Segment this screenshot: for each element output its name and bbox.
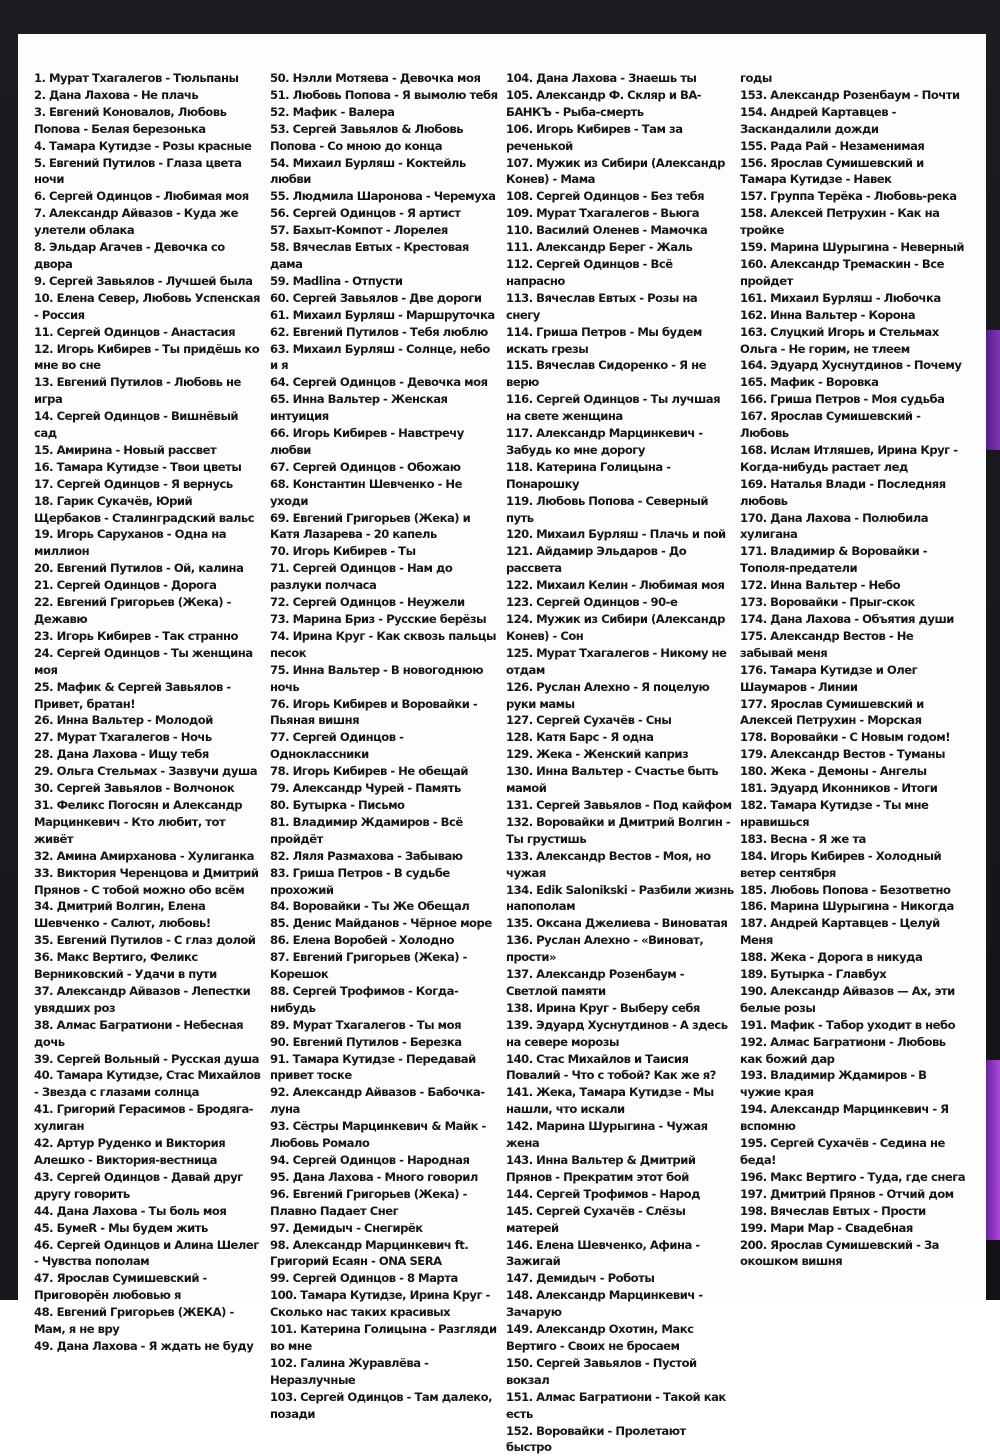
track-item: 22. Евгений Григорьев (Жека) - Дежавю (34, 594, 262, 628)
track-item: 57. Бахыт-Компот - Лорелея (270, 222, 498, 239)
track-item: 147. Демидыч - Роботы (506, 1270, 734, 1287)
track-item: 105. Александр Ф. Скляр и ВА-БАНКЪ - Рыба-смерть (506, 87, 734, 121)
track-item: 91. Тамара Кутидзе - Передавай привет тоске (270, 1051, 498, 1085)
track-item: 113. Вячеслав Евтых - Розы на снегу (506, 290, 734, 324)
track-item: 146. Елена Шевченко, Афина - Зажигай (506, 1237, 734, 1271)
track-item: 157. Группа Терёка - Любовь-река (740, 188, 968, 205)
track-item: 153. Александр Розенбаум - Почти (740, 87, 968, 104)
track-item: 200. Ярослав Сумишевский - За окошком вишня (740, 1237, 968, 1271)
track-item: 71. Сергей Одинцов - Нам до разлуки полчаса (270, 560, 498, 594)
track-item: 7. Александр Айвазов - Куда же улетели облака (34, 205, 262, 239)
track-item: 28. Дана Лахова - Ищу тебя (34, 746, 262, 763)
track-item: 49. Дана Лахова - Я ждать не буду (34, 1338, 262, 1355)
track-item: 76. Игорь Кибирев и Воровайки - Пьяная вишня (270, 696, 498, 730)
track-item: 186. Марина Шурыгина - Никогда (740, 898, 968, 915)
track-item: 150. Сергей Завьялов - Пустой вокзал (506, 1355, 734, 1389)
track-item: 24. Сергей Одинцов - Ты женщина моя (34, 645, 262, 679)
track-item: 42. Артур Руденко и Виктория Алешко - Виктория-вестница (34, 1135, 262, 1169)
track-item: 111. Александр Берег - Жаль (506, 239, 734, 256)
track-item: 43. Сергей Одинцов - Давай друг другу говорить (34, 1169, 262, 1203)
track-item: 4. Тамара Кутидзе - Розы красные (34, 138, 262, 155)
track-item: 52. Мафик - Валера (270, 104, 498, 121)
track-item: 78. Игорь Кибирев - Не обещай (270, 763, 498, 780)
track-item: 16. Тамара Кутидзе - Твои цветы (34, 459, 262, 476)
track-item: 68. Константин Шевченко - Не уходи (270, 476, 498, 510)
track-item: 87. Евгений Григорьев (Жека) - Корешок (270, 949, 498, 983)
track-item: 133. Александр Вестов - Моя, но чужая (506, 848, 734, 882)
track-item: 54. Михаил Бурляш - Коктейль любви (270, 155, 498, 189)
track-item: 92. Александр Айвазов - Бабочка-луна (270, 1084, 498, 1118)
track-item: 66. Игорь Кибирев - Навстречу любви (270, 425, 498, 459)
track-item: 139. Эдуард Хуснутдинов - А здесь на севере морозы (506, 1017, 734, 1051)
track-item: 156. Ярослав Сумишевский и Тамара Кутидзе - Навек (740, 155, 968, 189)
track-item: 184. Игорь Кибирев - Холодный ветер сентября (740, 848, 968, 882)
track-item: 98. Александр Марцинкевич ft. Григорий Есаян - ONA SERA (270, 1237, 498, 1271)
track-item: 38. Алмас Багратиони - Небесная дочь (34, 1017, 262, 1051)
track-item: 167. Ярослав Сумишевский - Любовь (740, 408, 968, 442)
track-item: 181. Эдуард Иконников - Итоги (740, 780, 968, 797)
track-item: 19. Игорь Саруханов - Одна на миллион (34, 526, 262, 560)
track-item: 82. Ляля Размахова - Забываю (270, 848, 498, 865)
track-item: 117. Александр Марцинкевич - Забудь ко мне дорогу (506, 425, 734, 459)
track-item: 27. Мурат Тхагалегов - Ночь (34, 729, 262, 746)
track-item: 152. Воровайки - Пролетают быстро (506, 1423, 734, 1456)
track-item: 182. Тамара Кутидзе - Ты мне нравишься (740, 797, 968, 831)
track-item: 84. Воровайки - Ты Же Обещал (270, 898, 498, 915)
track-item: 33. Виктория Черенцова и Дмитрий Прянов - С тобой можно обо всём (34, 865, 262, 899)
track-item: 115. Вячеслав Сидоренко - Я не верю (506, 357, 734, 391)
track-item: 79. Александр Чурей - Память (270, 780, 498, 797)
dark-top-border (0, 0, 1000, 34)
track-item: 34. Дмитрий Волгин, Елена Шевченко - Салют, любовь! (34, 898, 262, 932)
track-item: 95. Дана Лахова - Много говорил (270, 1169, 498, 1186)
track-item: 10. Елена Север, Любовь Успенская - Россия (34, 290, 262, 324)
track-item: 41. Григорий Герасимов - Бродяга-хулиган (34, 1101, 262, 1135)
track-item: 191. Мафик - Табор уходит в небо (740, 1017, 968, 1034)
track-item: 29. Ольга Стельмах - Зазвучи душа (34, 763, 262, 780)
track-item: 39. Сергей Вольный - Русская душа (34, 1051, 262, 1068)
track-item: 140. Стас Михайлов и Таисия Повалий - Что с тобой? Как же я? (506, 1051, 734, 1085)
track-item: 51. Любовь Попова - Я вымолю тебя (270, 87, 498, 104)
track-item: 65. Инна Вальтер - Женская интуиция (270, 391, 498, 425)
track-item: 169. Наталья Влади - Последняя любовь (740, 476, 968, 510)
track-item: 154. Андрей Картавцев - Заскандалили дожди (740, 104, 968, 138)
track-item: 165. Мафик - Воровка (740, 374, 968, 391)
track-item: 63. Михаил Бурляш - Солнце, небо и я (270, 341, 498, 375)
track-item: 90. Евгений Путилов - Березка (270, 1034, 498, 1051)
track-item: 163. Слуцкий Игорь и Стельмах Ольга - Не горим, не тлеем (740, 324, 968, 358)
track-item: 60. Сергей Завьялов - Две дороги (270, 290, 498, 307)
track-item: 162. Инна Вальтер - Корона (740, 307, 968, 324)
track-item: 70. Игорь Кибирев - Ты (270, 543, 498, 560)
track-item: 101. Катерина Голицына - Разгляди во мне (270, 1321, 498, 1355)
track-item: 155. Рада Рай - Незаменимая (740, 138, 968, 155)
track-item: 88. Сергей Трофимов - Когда-нибудь (270, 983, 498, 1017)
track-item: 74. Ирина Круг - Как сквозь пальцы песок (270, 628, 498, 662)
track-item: 37. Александр Айвазов - Лепестки увядших роз (34, 983, 262, 1017)
track-item: 67. Сергей Одинцов - Обожаю (270, 459, 498, 476)
track-item: 72. Сергей Одинцов - Неужели (270, 594, 498, 611)
track-item: 83. Гриша Петров - В судьбе прохожий (270, 865, 498, 899)
tracklist-column-3 (506, 70, 734, 1456)
track-item: 119. Любовь Попова - Северный путь (506, 493, 734, 527)
tracklist-column-2 (270, 70, 498, 1423)
track-item: 164. Эдуард Хуснутдинов - Почему (740, 357, 968, 374)
track-item: 149. Александр Охотин, Макс Вертиго - Своих не бросаем (506, 1321, 734, 1355)
track-item: 195. Сергей Сухачёв - Седина не беда! (740, 1135, 968, 1169)
track-item: 36. Макс Вертиго, Феликс Верниковский - Удачи в пути (34, 949, 262, 983)
track-item: 103. Сергей Одинцов - Там далеко, позади (270, 1389, 498, 1423)
track-item: 136. Руслан Алехно - «Виноват, прости» (506, 932, 734, 966)
track-item: 197. Дмитрий Прянов - Отчий дом (740, 1186, 968, 1203)
track-item: 48. Евгений Григорьев (ЖЕКА) - Мам, я не вру (34, 1304, 262, 1338)
track-item: 151. Алмас Багратиони - Такой как есть (506, 1389, 734, 1423)
track-item: 77. Сергей Одинцов - Одноклассники (270, 729, 498, 763)
track-item: 15. Амирина - Новый рассвет (34, 442, 262, 459)
track-item: 142. Марина Шурыгина - Чужая жена (506, 1118, 734, 1152)
track-item: 174. Дана Лахова - Объятия души (740, 611, 968, 628)
dark-left-border (0, 0, 18, 1300)
track-item: 122. Михаил Келин - Любимая моя (506, 577, 734, 594)
track-item: 23. Игорь Кибирев - Так странно (34, 628, 262, 645)
track-item: 130. Инна Вальтер - Счастье быть мамой (506, 763, 734, 797)
track-item: 1. Мурат Тхагалегов - Тюльпаны (34, 70, 262, 87)
track-item: 73. Марина Бриз - Русские берёзы (270, 611, 498, 628)
track-item: 100. Тамара Кутидзе, Ирина Круг - Сколько нас таких красивых (270, 1287, 498, 1321)
track-item: 55. Людмила Шаронова - Черемуха (270, 188, 498, 205)
track-item: 97. Демидыч - Снегирёк (270, 1220, 498, 1237)
track-item: 94. Сергей Одинцов - Народная (270, 1152, 498, 1169)
track-item: 20. Евгений Путилов - Ой, калина (34, 560, 262, 577)
track-item: 112. Сергей Одинцов - Всё напрасно (506, 256, 734, 290)
track-item: 64. Сергей Одинцов - Девочка моя (270, 374, 498, 391)
track-item: 127. Сергей Сухачёв - Сны (506, 712, 734, 729)
track-item: 171. Владимир & Воровайки - Тополя-предатели (740, 543, 968, 577)
track-item: 40. Тамара Кутидзе, Стас Михайлов - Звезда с глазами солнца (34, 1067, 262, 1101)
track-item: 81. Владимир Ждамиров - Всё пройдёт (270, 814, 498, 848)
track-item: 196. Макс Вертиго - Туда, где снега (740, 1169, 968, 1186)
track-item: 53. Сергей Завьялов & Любовь Попова - Со мною до конца (270, 121, 498, 155)
track-item: 85. Денис Майданов - Чёрное море (270, 915, 498, 932)
track-item: 61. Михаил Бурляш - Маршруточка (270, 307, 498, 324)
track-item: 108. Сергей Одинцов - Без тебя (506, 188, 734, 205)
track-item: 102. Галина Журавлёва - Неразлучные (270, 1355, 498, 1389)
track-item: 125. Мурат Тхагалегов - Никому не отдам (506, 645, 734, 679)
track-item: 187. Андрей Картавцев - Целуй Меня (740, 915, 968, 949)
track-item: 179. Александр Вестов - Туманы (740, 746, 968, 763)
track-item: 138. Ирина Круг - Выберу себя (506, 1000, 734, 1017)
track-item: 109. Мурат Тхагалегов - Вьюга (506, 205, 734, 222)
track-item: 193. Владимир Ждамиров - В чужие края (740, 1067, 968, 1101)
track-item: 126. Руслан Алехно - Я поцелую руки мамы (506, 679, 734, 713)
track-item: 161. Михаил Бурляш - Любочка (740, 290, 968, 307)
track-item: 180. Жека - Демоны - Ангелы (740, 763, 968, 780)
track-item: 21. Сергей Одинцов - Дорога (34, 577, 262, 594)
track-item: 123. Сергей Одинцов - 90-е (506, 594, 734, 611)
track-item: 189. Бутырка - Главбух (740, 966, 968, 983)
track-item: 47. Ярослав Сумишевский - Приговорён любовью я (34, 1270, 262, 1304)
track-item: 141. Жека, Тамара Кутидзе - Мы нашли, что искали (506, 1084, 734, 1118)
track-item: 56. Сергей Одинцов - Я артист (270, 205, 498, 222)
track-item: 26. Инна Вальтер - Молодой (34, 712, 262, 729)
track-item: 45. БумеR - Мы будем жить (34, 1220, 262, 1237)
track-item: 106. Игорь Кибирев - Там за реченькой (506, 121, 734, 155)
track-item: 188. Жека - Дорога в никуда (740, 949, 968, 966)
track-item: 183. Весна - Я же та (740, 831, 968, 848)
track-item: 6. Сергей Одинцов - Любимая моя (34, 188, 262, 205)
track-item: 199. Мари Мар - Свадебная (740, 1220, 968, 1237)
track-item: 129. Жека - Женский каприз (506, 746, 734, 763)
track-item: 145. Сергей Сухачёв - Слёзы матерей (506, 1203, 734, 1237)
track-item: 8. Эльдар Агачев - Девочка со двора (34, 239, 262, 273)
track-item: 172. Инна Вальтер - Небо (740, 577, 968, 594)
track-item: 170. Дана Лахова - Полюбила хулигана (740, 510, 968, 544)
track-item: 104. Дана Лахова - Знаешь ты (506, 70, 734, 87)
track-item: 177. Ярослав Сумишевский и Алексей Петрухин - Морская (740, 696, 968, 730)
dark-right-border (986, 0, 1000, 1300)
track-item: 17. Сергей Одинцов - Я вернусь (34, 476, 262, 493)
track-item: 194. Александр Марцинкевич - Я вспомню (740, 1101, 968, 1135)
track-item: 118. Катерина Голицына - Понарошку (506, 459, 734, 493)
track-item: 192. Алмас Багратиони - Любовь как божий дар (740, 1034, 968, 1068)
track-item: 198. Вячеслав Евтых - Прости (740, 1203, 968, 1220)
track-item: 128. Катя Барс - Я одна (506, 729, 734, 746)
track-item: 30. Сергей Завьялов - Волчонок (34, 780, 262, 797)
track-item: 124. Мужик из Сибири (Александр Конев) - Сон (506, 611, 734, 645)
track-item: 2. Дана Лахова - Не плачь (34, 87, 262, 104)
track-item: 137. Александр Розенбаум - Светлой памяти (506, 966, 734, 1000)
track-item: 176. Тамара Кутидзе и Олег Шаумаров - Линии (740, 662, 968, 696)
track-item: 46. Сергей Одинцов и Алина Шелег - Чувства пополам (34, 1237, 262, 1271)
track-item: 114. Гриша Петров - Мы будем искать грезы (506, 324, 734, 358)
track-item: 99. Сергей Одинцов - 8 Марта (270, 1270, 498, 1287)
track-item: 107. Мужик из Сибири (Александр Конев) - Мама (506, 155, 734, 189)
track-item: 50. Нэлли Мотяева - Девочка моя (270, 70, 498, 87)
track-item: 25. Мафик & Сергей Завьялов - Привет, братан! (34, 679, 262, 713)
track-item: 18. Гарик Сукачёв, Юрий Щербаков - Сталинградский вальс (34, 493, 262, 527)
track-item: 69. Евгений Григорьев (Жека) и Катя Лазарева - 20 капель (270, 510, 498, 544)
track-item: 32. Амина Амирханова - Хулиганка (34, 848, 262, 865)
track-item: 131. Сергей Завьялов - Под кайфом (506, 797, 734, 814)
track-item: 75. Инна Вальтер - В новогоднюю ночь (270, 662, 498, 696)
track-item: 159. Марина Шурыгина - Неверный (740, 239, 968, 256)
track-item: 13. Евгений Путилов - Любовь не игра (34, 374, 262, 408)
track-item: 158. Алексей Петрухин - Как на тройке (740, 205, 968, 239)
track-item: 120. Михаил Бурляш - Плачь и пой (506, 526, 734, 543)
track-item: 14. Сергей Одинцов - Вишнёвый сад (34, 408, 262, 442)
track-item: 3. Евгений Коновалов, Любовь Попова - Белая березонька (34, 104, 262, 138)
track-item: 5. Евгений Путилов - Глаза цвета ночи (34, 155, 262, 189)
track-item: 35. Евгений Путилов - С глаз долой (34, 932, 262, 949)
track-item: 58. Вячеслав Евтых - Крестовая дама (270, 239, 498, 273)
track-item: 44. Дана Лахова - Ты боль моя (34, 1203, 262, 1220)
track-item: 178. Воровайки - С Новым годом! (740, 729, 968, 746)
track-item: 59. Madlina - Отпусти (270, 273, 498, 290)
track-item: 9. Сергей Завьялов - Лучшей была (34, 273, 262, 290)
track-item: 96. Евгений Григорьев (Жека) - Плавно Падает Снег (270, 1186, 498, 1220)
track-item: 31. Феликс Погосян и Александр Марцинкевич - Кто любит, тот живёт (34, 797, 262, 848)
track-item: 12. Игорь Кибирев - Ты придёшь ко мне во сне (34, 341, 262, 375)
track-item: 173. Воровайки - Прыг-скок (740, 594, 968, 611)
track-item: 132. Воровайки и Дмитрий Волгин - Ты грустишь (506, 814, 734, 848)
track-item: 144. Сергей Трофимов - Народ (506, 1186, 734, 1203)
track-item: 110. Василий Оленев - Мамочка (506, 222, 734, 239)
track-item: 168. Ислам Итляшев, Ирина Круг - Когда-нибудь растает лед (740, 442, 968, 476)
track-item: 175. Александр Вестов - Не забывай меня (740, 628, 968, 662)
track-item: 185. Любовь Попова - Безответно (740, 882, 968, 899)
tracklist-column-1 (34, 70, 262, 1355)
track-item: 86. Елена Воробей - Холодно (270, 932, 498, 949)
track-item: 11. Сергей Одинцов - Анастасия (34, 324, 262, 341)
tracklist-column-4 (740, 70, 968, 1270)
track-item: 135. Оксана Джелиева - Виноватая (506, 915, 734, 932)
purple-glow-decoration (986, 330, 1000, 450)
track-item: годы (740, 70, 968, 87)
tracklist-sheet (18, 34, 986, 1300)
track-item: 190. Александр Айвазов — Ах, эти белые розы (740, 983, 968, 1017)
track-item: 134. Edik Salonikski - Разбили жизнь напополам (506, 882, 734, 916)
track-item: 160. Александр Тремаскин - Все пройдет (740, 256, 968, 290)
track-item: 166. Гриша Петров - Моя судьба (740, 391, 968, 408)
track-item: 143. Инна Вальтер & Дмитрий Прянов - Прекратим этот бой (506, 1152, 734, 1186)
track-item: 148. Александр Марцинкевич - Зачарую (506, 1287, 734, 1321)
track-item: 116. Сергей Одинцов - Ты лучшая на свете женщина (506, 391, 734, 425)
track-item: 93. Сёстры Марцинкевич & Майк - Любовь Ромало (270, 1118, 498, 1152)
track-item: 80. Бутырка - Письмо (270, 797, 498, 814)
track-item: 62. Евгений Путилов - Тебя люблю (270, 324, 498, 341)
track-item: 89. Мурат Тхагалегов - Ты моя (270, 1017, 498, 1034)
purple-glow-decoration (986, 1060, 1000, 1240)
track-item: 121. Айдамир Эльдаров - До рассвета (506, 543, 734, 577)
